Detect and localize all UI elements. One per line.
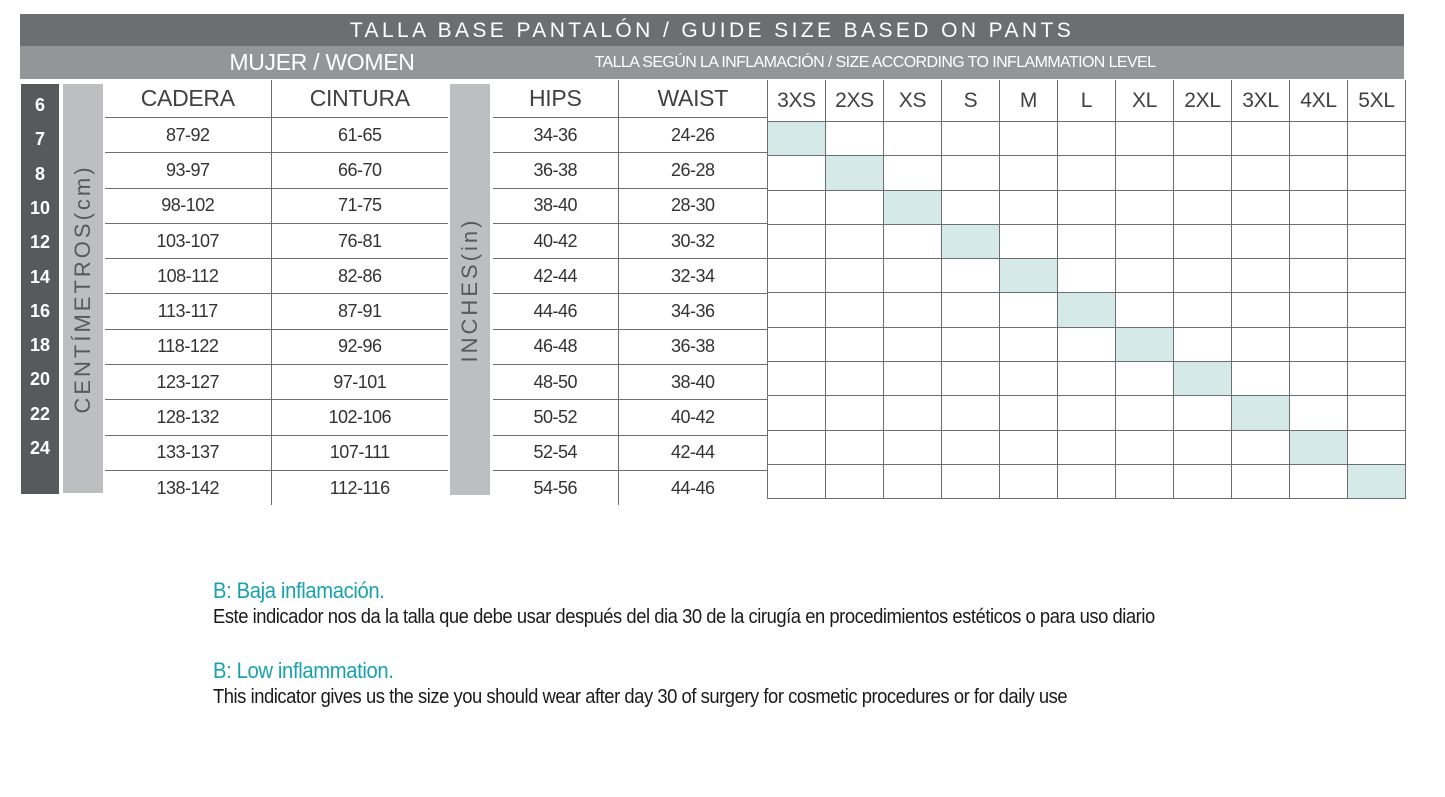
size-cell bbox=[1290, 224, 1348, 258]
size-cell bbox=[1000, 190, 1058, 224]
size-cell bbox=[1058, 122, 1116, 156]
note-text: This indicator gives us the size you should wear after day 30 of surgery for cosmetic procedures or for daily use bbox=[213, 686, 1068, 708]
size-cell bbox=[1116, 156, 1174, 190]
table-row bbox=[493, 435, 767, 470]
note-english bbox=[213, 658, 1193, 711]
size-column-header: 2XL bbox=[1174, 80, 1232, 122]
size-cell bbox=[1232, 224, 1290, 258]
size-column-header: 2XS bbox=[826, 80, 884, 122]
size-cell bbox=[1348, 224, 1406, 258]
size-cell bbox=[768, 327, 826, 361]
size-cell bbox=[942, 156, 1000, 190]
hips-cell: 44-46 bbox=[493, 294, 618, 329]
size-cell bbox=[884, 224, 942, 258]
size-cell bbox=[1232, 122, 1290, 156]
size-grid bbox=[767, 80, 1406, 499]
size-cell bbox=[884, 430, 942, 464]
size-number: 16 bbox=[29, 300, 51, 321]
size-cell bbox=[1116, 430, 1174, 464]
notes-section bbox=[213, 578, 1193, 711]
size-cell bbox=[1174, 430, 1232, 464]
size-grid-row bbox=[768, 190, 1406, 224]
size-cell bbox=[884, 464, 942, 498]
note-text: Este indicador nos da la talla que debe usar después del dia 30 de la cirugía en procedimientos estéticos o para uso diario bbox=[213, 606, 1155, 628]
table-row bbox=[105, 259, 448, 294]
waist-cell: 28-30 bbox=[618, 188, 767, 223]
cadera-cell: 108-112 bbox=[105, 259, 271, 294]
size-number: 24 bbox=[29, 438, 51, 458]
size-cell-highlighted bbox=[1232, 396, 1290, 430]
size-cell bbox=[768, 190, 826, 224]
size-cell bbox=[1232, 430, 1290, 464]
size-grid-row bbox=[768, 293, 1406, 327]
size-cell bbox=[942, 327, 1000, 361]
size-cell bbox=[1058, 430, 1116, 464]
size-cell bbox=[1174, 190, 1232, 224]
size-cell bbox=[884, 327, 942, 361]
cadera-cell: 123-127 bbox=[105, 365, 271, 400]
size-cell bbox=[1348, 122, 1406, 156]
hips-cell: 48-50 bbox=[493, 365, 618, 400]
size-cell bbox=[768, 396, 826, 430]
table-row bbox=[493, 470, 767, 505]
cadera-cell: 87-92 bbox=[105, 118, 271, 153]
size-cell-highlighted bbox=[768, 122, 826, 156]
size-column-header: S bbox=[942, 80, 1000, 122]
hips-cell: 34-36 bbox=[493, 118, 618, 153]
size-cell-highlighted bbox=[1000, 259, 1058, 293]
size-cell bbox=[1116, 259, 1174, 293]
size-cell-highlighted bbox=[1058, 293, 1116, 327]
size-cell bbox=[1058, 190, 1116, 224]
size-cell bbox=[942, 464, 1000, 498]
size-cell bbox=[884, 156, 942, 190]
size-number: 18 bbox=[29, 335, 51, 356]
waist-cell: 34-36 bbox=[618, 294, 767, 329]
col-header-cadera: CADERA bbox=[105, 80, 271, 118]
size-cell bbox=[826, 464, 884, 498]
size-cell bbox=[1348, 430, 1406, 464]
size-cell bbox=[942, 259, 1000, 293]
size-cell bbox=[768, 362, 826, 396]
waist-cell: 32-34 bbox=[618, 259, 767, 294]
size-cell bbox=[1232, 259, 1290, 293]
cadera-cell: 113-117 bbox=[105, 294, 271, 329]
size-cell bbox=[1290, 190, 1348, 224]
size-cell bbox=[826, 430, 884, 464]
subheader-inflammation: TALLA SEGÚN LA INFLAMACIÓN / SIZE ACCORDING TO INFLAMMATION LEVEL bbox=[594, 54, 1156, 71]
size-cell bbox=[1290, 156, 1348, 190]
size-cell bbox=[1058, 327, 1116, 361]
size-cell bbox=[1000, 293, 1058, 327]
size-cell bbox=[1174, 259, 1232, 293]
size-cell bbox=[1174, 122, 1232, 156]
col-header-cintura: CINTURA bbox=[309, 85, 410, 111]
size-cell bbox=[1174, 464, 1232, 498]
size-cell bbox=[1232, 464, 1290, 498]
size-cell bbox=[1116, 396, 1174, 430]
hips-cell: 54-56 bbox=[493, 470, 618, 505]
size-cell bbox=[1116, 224, 1174, 258]
cm-side-label: CENTÍMETROS(cm) bbox=[70, 163, 95, 414]
hips-cell: 40-42 bbox=[493, 223, 618, 258]
size-cell bbox=[1232, 362, 1290, 396]
size-cell bbox=[1000, 327, 1058, 361]
size-cell bbox=[826, 362, 884, 396]
size-cell-highlighted bbox=[826, 156, 884, 190]
size-cell bbox=[1348, 259, 1406, 293]
size-number: 7 bbox=[34, 129, 45, 150]
cadera-cell: 98-102 bbox=[105, 188, 271, 223]
table-row bbox=[493, 223, 767, 258]
size-number: 10 bbox=[29, 197, 51, 218]
size-cell bbox=[942, 293, 1000, 327]
cm-side-band bbox=[63, 84, 103, 493]
table-row bbox=[493, 188, 767, 223]
size-cell bbox=[1290, 327, 1348, 361]
table-row bbox=[105, 400, 448, 435]
waist-cell: 26-28 bbox=[618, 153, 767, 188]
size-cell bbox=[1290, 293, 1348, 327]
waist-cell: 42-44 bbox=[618, 435, 767, 470]
table-row bbox=[493, 259, 767, 294]
inches-side-band bbox=[450, 84, 490, 495]
size-cell bbox=[1232, 190, 1290, 224]
table-row bbox=[493, 153, 767, 188]
size-cell bbox=[826, 190, 884, 224]
subheader-women: MUJER / WOMEN bbox=[229, 49, 415, 75]
size-cell-highlighted bbox=[1174, 362, 1232, 396]
table-row bbox=[493, 118, 767, 153]
size-number: 6 bbox=[34, 95, 45, 115]
col-header-waist: WAIST bbox=[657, 85, 728, 111]
size-cell bbox=[1000, 122, 1058, 156]
waist-cell: 38-40 bbox=[618, 365, 767, 400]
size-cell bbox=[1058, 396, 1116, 430]
note-heading: B: Low inflammation. bbox=[213, 658, 394, 683]
size-cell bbox=[1000, 224, 1058, 258]
size-number: 14 bbox=[29, 266, 51, 287]
cintura-cell: 82-86 bbox=[271, 259, 448, 294]
size-cell bbox=[1348, 362, 1406, 396]
size-cell bbox=[1232, 293, 1290, 327]
cintura-cell: 107-111 bbox=[271, 435, 448, 470]
size-cell bbox=[1348, 190, 1406, 224]
size-cell bbox=[942, 122, 1000, 156]
table-row bbox=[105, 365, 448, 400]
waist-cell: 40-42 bbox=[618, 400, 767, 435]
cadera-cell: 118-122 bbox=[105, 329, 271, 364]
subheader-bar bbox=[20, 46, 1404, 79]
table-row bbox=[105, 435, 448, 470]
table-row bbox=[493, 400, 767, 435]
size-cell bbox=[1116, 293, 1174, 327]
cintura-cell: 92-96 bbox=[271, 329, 448, 364]
cintura-cell: 87-91 bbox=[271, 294, 448, 329]
col-header-hips: HIPS bbox=[493, 80, 618, 118]
hips-cell: 36-38 bbox=[493, 153, 618, 188]
size-cell bbox=[884, 122, 942, 156]
size-cell-highlighted bbox=[1290, 430, 1348, 464]
size-cell bbox=[826, 122, 884, 156]
size-column-header: XS bbox=[884, 80, 942, 122]
size-column-header: 3XL bbox=[1232, 80, 1290, 122]
hips-cell: 50-52 bbox=[493, 400, 618, 435]
size-cell bbox=[884, 259, 942, 293]
note-spanish bbox=[213, 578, 1193, 631]
table-row bbox=[493, 329, 767, 364]
size-cell bbox=[1058, 156, 1116, 190]
size-cell bbox=[1174, 327, 1232, 361]
size-grid-row bbox=[768, 224, 1406, 258]
size-cell bbox=[1000, 396, 1058, 430]
cintura-cell: 71-75 bbox=[271, 188, 448, 223]
chart-title: TALLA BASE PANTALÓN / GUIDE SIZE BASED ON PANTS bbox=[20, 14, 1404, 46]
size-cell bbox=[942, 190, 1000, 224]
cadera-cell: 103-107 bbox=[105, 223, 271, 258]
size-cell bbox=[1174, 396, 1232, 430]
size-cell bbox=[1000, 156, 1058, 190]
table-row bbox=[493, 294, 767, 329]
size-grid-row bbox=[768, 396, 1406, 430]
table-row bbox=[105, 153, 448, 188]
size-grid-row bbox=[768, 362, 1406, 396]
size-cell bbox=[1058, 259, 1116, 293]
size-cell bbox=[768, 464, 826, 498]
size-cell bbox=[1174, 224, 1232, 258]
cadera-cell: 133-137 bbox=[105, 435, 271, 470]
size-cell bbox=[1348, 156, 1406, 190]
size-column-header: 4XL bbox=[1290, 80, 1348, 122]
size-cell bbox=[768, 430, 826, 464]
size-cell bbox=[768, 156, 826, 190]
size-cell bbox=[1058, 362, 1116, 396]
hips-cell: 52-54 bbox=[493, 435, 618, 470]
hips-cell: 42-44 bbox=[493, 259, 618, 294]
cintura-cell: 112-116 bbox=[271, 470, 448, 505]
size-cell bbox=[1116, 122, 1174, 156]
size-cell bbox=[826, 224, 884, 258]
size-cell bbox=[826, 293, 884, 327]
size-column-header: 3XS bbox=[768, 80, 826, 122]
waist-cell: 30-32 bbox=[618, 223, 767, 258]
size-grid-row bbox=[768, 156, 1406, 190]
size-grid-row bbox=[768, 122, 1406, 156]
size-cell bbox=[1116, 190, 1174, 224]
size-cell bbox=[1000, 430, 1058, 464]
size-cell bbox=[1290, 259, 1348, 293]
size-cell bbox=[1116, 464, 1174, 498]
size-cell bbox=[826, 259, 884, 293]
cadera-cell: 138-142 bbox=[105, 470, 271, 505]
size-cell bbox=[942, 362, 1000, 396]
size-cell bbox=[884, 293, 942, 327]
size-cell bbox=[1000, 362, 1058, 396]
table-row bbox=[105, 470, 448, 505]
size-column-header: 5XL bbox=[1348, 80, 1406, 122]
size-cell bbox=[1232, 156, 1290, 190]
cintura-cell: 102-106 bbox=[271, 400, 448, 435]
inches-table bbox=[493, 80, 767, 505]
table-row bbox=[105, 188, 448, 223]
size-cell bbox=[1290, 362, 1348, 396]
table-row bbox=[105, 329, 448, 364]
cm-table bbox=[105, 80, 448, 505]
size-cell bbox=[1348, 293, 1406, 327]
size-cell bbox=[1290, 464, 1348, 498]
size-cell bbox=[768, 224, 826, 258]
inches-side-label: INCHES(in) bbox=[457, 217, 482, 362]
size-cell bbox=[826, 327, 884, 361]
table-row bbox=[105, 223, 448, 258]
size-cell bbox=[1058, 224, 1116, 258]
size-cell-highlighted bbox=[1116, 327, 1174, 361]
hips-cell: 46-48 bbox=[493, 329, 618, 364]
size-cell-highlighted bbox=[942, 224, 1000, 258]
size-grid-row bbox=[768, 464, 1406, 498]
size-number: 12 bbox=[29, 232, 51, 253]
size-column-header: L bbox=[1058, 80, 1116, 122]
cintura-cell: 61-65 bbox=[271, 118, 448, 153]
size-column-header: XL bbox=[1116, 80, 1174, 122]
waist-cell: 24-26 bbox=[618, 118, 767, 153]
size-cell bbox=[826, 396, 884, 430]
size-column-header: M bbox=[1000, 80, 1058, 122]
table-row bbox=[105, 294, 448, 329]
size-number: 22 bbox=[29, 403, 51, 424]
size-cell bbox=[942, 430, 1000, 464]
size-grid-row bbox=[768, 430, 1406, 464]
table-row bbox=[105, 118, 448, 153]
cadera-cell: 128-132 bbox=[105, 400, 271, 435]
size-cell bbox=[1116, 362, 1174, 396]
size-cell bbox=[1174, 293, 1232, 327]
table-row bbox=[493, 365, 767, 400]
size-cell bbox=[1348, 327, 1406, 361]
size-grid-row bbox=[768, 259, 1406, 293]
waist-cell: 44-46 bbox=[618, 470, 767, 505]
size-grid-row bbox=[768, 327, 1406, 361]
note-heading: B: Baja inflamación. bbox=[213, 578, 385, 603]
size-cell bbox=[1290, 122, 1348, 156]
size-cell bbox=[1000, 464, 1058, 498]
hips-cell: 38-40 bbox=[493, 188, 618, 223]
size-cell-highlighted bbox=[1348, 464, 1406, 498]
size-number: 8 bbox=[34, 163, 45, 184]
size-cell bbox=[1348, 396, 1406, 430]
size-cell bbox=[1174, 156, 1232, 190]
size-cell bbox=[884, 362, 942, 396]
size-number-column bbox=[21, 84, 59, 494]
cintura-cell: 76-81 bbox=[271, 223, 448, 258]
size-number: 20 bbox=[29, 369, 51, 390]
size-cell-highlighted bbox=[884, 190, 942, 224]
waist-cell: 36-38 bbox=[618, 329, 767, 364]
size-cell bbox=[884, 396, 942, 430]
cadera-cell: 93-97 bbox=[105, 153, 271, 188]
size-cell bbox=[768, 293, 826, 327]
size-cell bbox=[1058, 464, 1116, 498]
size-cell bbox=[768, 259, 826, 293]
size-cell bbox=[942, 396, 1000, 430]
size-cell bbox=[1290, 396, 1348, 430]
cintura-cell: 97-101 bbox=[271, 365, 448, 400]
cintura-cell: 66-70 bbox=[271, 153, 448, 188]
size-cell bbox=[1232, 327, 1290, 361]
